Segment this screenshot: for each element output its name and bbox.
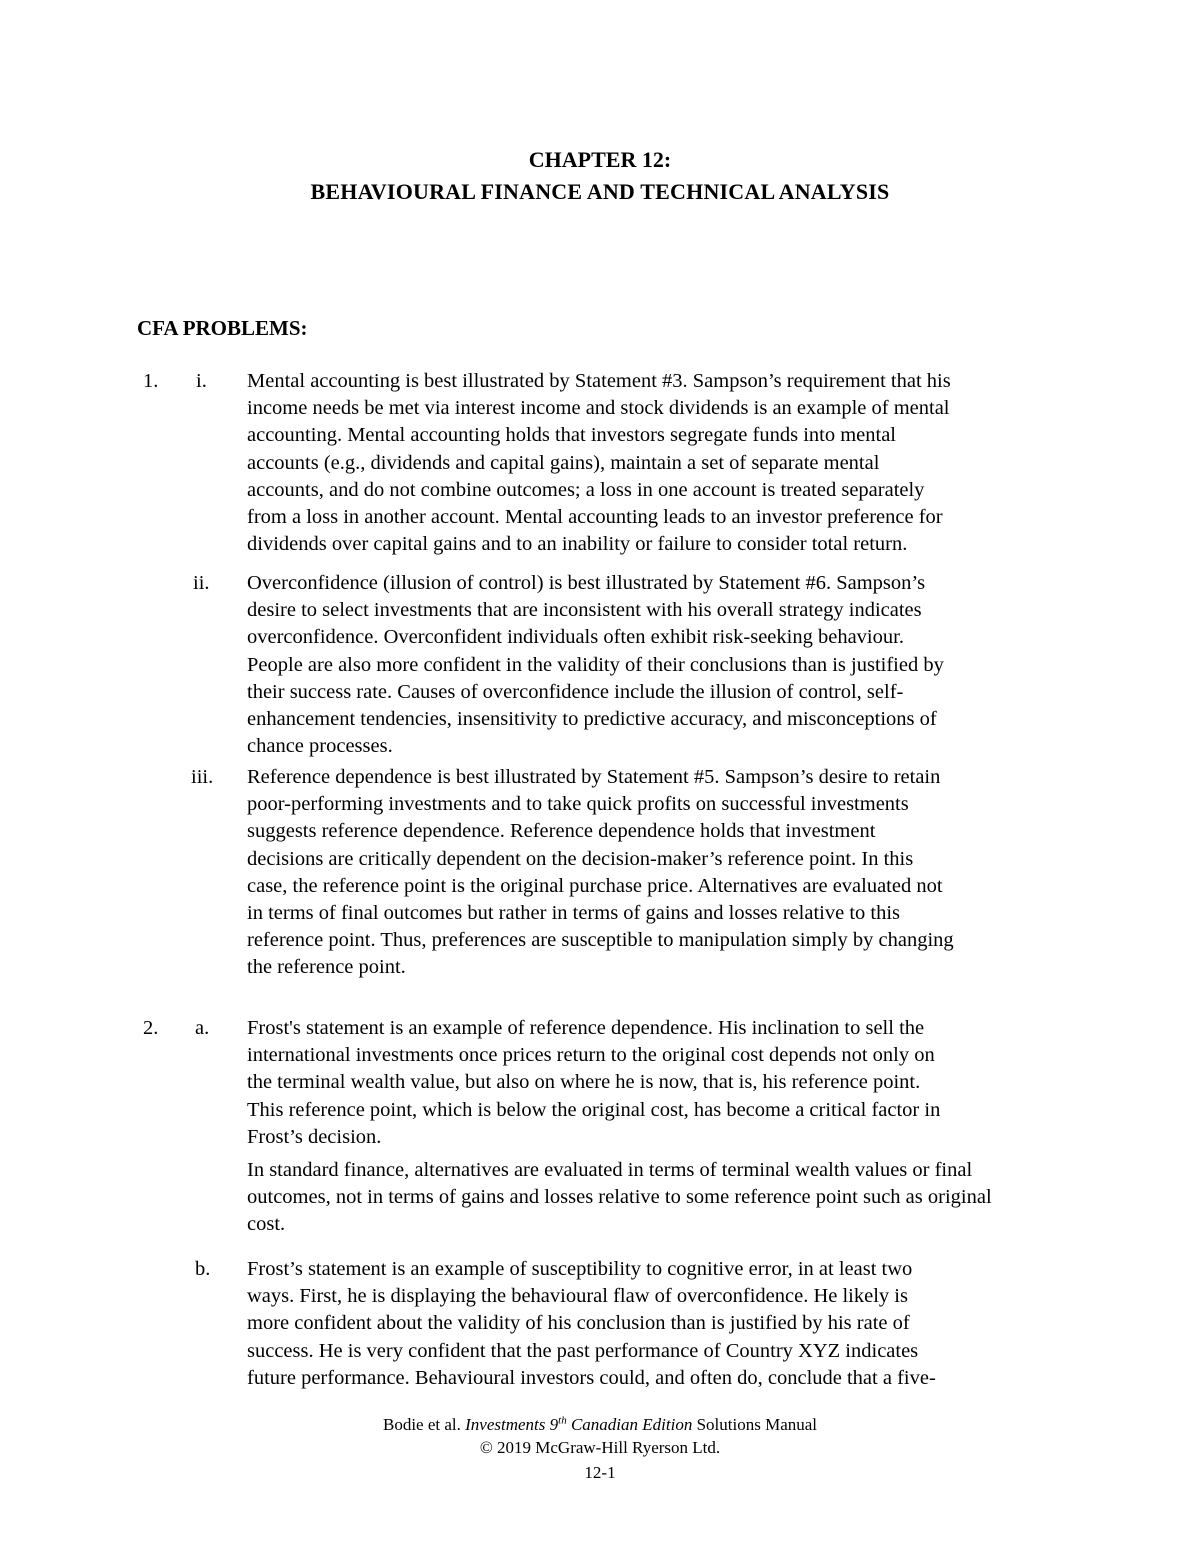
part-text-2-a: Frost's statement is an example of reference dependence. His inclination to sell the international investments once prices return to the original cost depends not only on the terminal wealth value, but also on where he is now, that is, his reference point. This reference point, which is below the original cost, has become a critical factor in Frost’s decision. <box>247 1017 941 1148</box>
footer-citation <box>0 1414 1200 1436</box>
chapter-title: BEHAVIOURAL FINANCE AND TECHNICAL ANALYSIS <box>310 179 890 204</box>
problem-number-1: 1. <box>143 370 159 392</box>
part-text-1-iii: Reference dependence is best illustrated by Statement #5. Sampson’s desire to retain poor-performing investments and to take quick profits on successful investments suggests reference dependence. Reference dependence holds that investment decisions are critically dependent on the decision-maker’s reference point. In this case, the reference point is the original purchase price. Alternatives are evaluated not in terms of final outcomes but rather in terms of gains and losses relative to this reference point. Thus, preferences are susceptible to manipulation simply by changing the reference point. <box>247 766 954 979</box>
part-label-1-ii: ii. <box>193 572 210 594</box>
section-heading: CFA PROBLEMS: <box>137 316 308 340</box>
part-text-2-a-continuation: In standard finance, alternatives are evaluated in terms of terminal wealth values or final outcomes, not in terms of gains and losses relative to some reference point such as original cost. <box>247 1159 992 1236</box>
chapter-number: CHAPTER 12: <box>528 147 672 172</box>
page-number: 12-1 <box>584 1463 616 1482</box>
part-label-2-b: b. <box>195 1258 211 1280</box>
footer-copyright: © 2019 McGraw-Hill Ryerson Ltd. <box>479 1438 721 1457</box>
part-text-2-b: Frost’s statement is an example of susceptibility to cognitive error, in at least two ways. First, he is displaying the behavioural flaw of overconfidence. He likely is more confident about the validity of his conclusion than is justified by his rate of success. He is very confident that the past performance of Country XYZ indicates future performance. Behavioural investors could, and often do, conclude that a five- <box>247 1258 936 1389</box>
part-label-2-a: a. <box>195 1017 210 1039</box>
footer-citation-suffix: Solutions Manual <box>692 1415 818 1434</box>
problem-number-2: 2. <box>143 1017 159 1039</box>
footer-book-title: Investments 9 <box>465 1415 559 1434</box>
part-label-1-i: i. <box>196 370 207 392</box>
footer-edition-superscript: th <box>558 1414 567 1427</box>
footer-edition-name: Canadian Edition <box>566 1415 693 1434</box>
part-label-1-iii: iii. <box>191 766 214 788</box>
part-text-1-ii: Overconfidence (illusion of control) is best illustrated by Statement #6. Sampson’s desire to select investments that are inconsistent with his overall strategy indicates overconfidence. Overconfident individuals often exhibit risk-seeking behaviour. People are also more confident in the validity of their conclusions than is justified by their success rate. Causes of overconfidence include the illusion of control, self- enhancement tendencies, insensitivity to predictive accuracy, and misconceptions of chance processes. <box>247 572 944 758</box>
part-text-1-i: Mental accounting is best illustrated by Statement #3. Sampson’s requirement that his income needs be met via interest income and stock dividends is an example of mental accounting. Mental accounting holds that investors segregate funds into mental accounts (e.g., dividends and capital gains), maintain a set of separate mental accounts, and do not combine outcomes; a loss in one account is treated separately from a loss in another account. Mental accounting leads to an investor preference for dividends over capital gains and to an inability or failure to consider total return. <box>247 370 951 556</box>
footer-citation-prefix: Bodie et al. <box>382 1415 466 1434</box>
